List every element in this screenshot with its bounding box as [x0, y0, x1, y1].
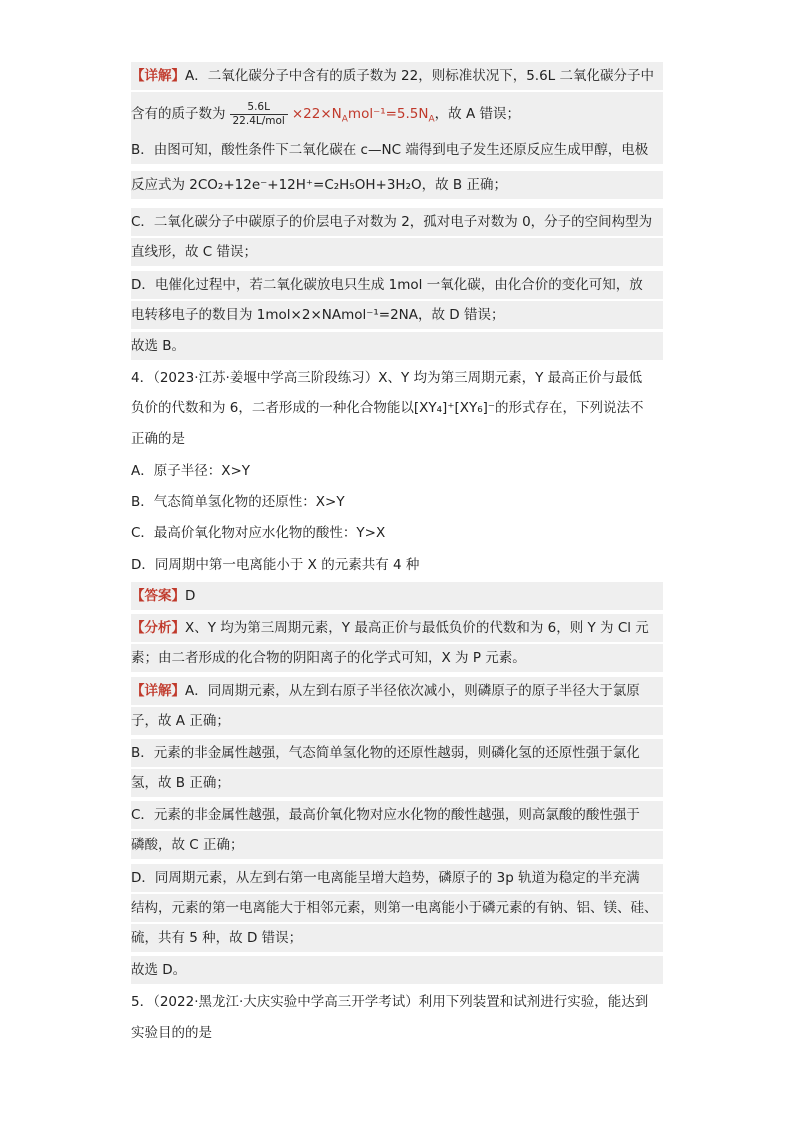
q3-c-line2: 直线形，故 C 错误； [131, 238, 663, 266]
q3-b-line2: 反应式为 2CO₂+12e⁻+12H⁺=C₂H₅OH+3H₂O，故 B 正确； [131, 171, 663, 199]
q4-option-c: C．最高价氧化物对应水化物的酸性：Y>X [131, 525, 386, 541]
q3-a-line2 [131, 92, 663, 136]
q4-option-a: A．原子半径：X>Y [131, 463, 251, 479]
q3-d-line1: D．电催化过程中，若二氧化碳放电只生成 1mol 一氧化碳，由化合价的变化可知，放 [131, 271, 663, 299]
q4-detail-a-line1 [131, 677, 663, 705]
q4-choose: 故选 D。 [131, 956, 663, 984]
q4-stem-line2: 负价的代数和为 6，二者形成的一种化合物能以[XY₄]⁺[XY₆]⁻的形式存在，下列说法不 [131, 400, 644, 416]
text: ，故 A 错误； [434, 106, 520, 122]
fraction-numerator: 5.6L [230, 101, 288, 115]
subscript: A [341, 114, 348, 125]
text: ×22×N [291, 106, 342, 122]
q4-detail-a-line2: 子，故 A 正确； [131, 707, 663, 735]
q4-detail-d-line3: 硫，共有 5 种，故 D 错误； [131, 924, 663, 952]
q4-analysis-line1 [131, 614, 663, 642]
text: 含有的质子数为 [131, 106, 226, 122]
q3-d-line2: 电转移电子的数目为 1mol×2×NAmol⁻¹=2NA，故 D 错误； [131, 301, 663, 329]
q4-detail-d-line1: D．同周期元素，从左到右第一电离能呈增大趋势，磷原子的 3p 轨道为稳定的半充满 [131, 864, 663, 892]
subscript: A [428, 114, 435, 125]
q5-stem-line2: 实验目的的是 [131, 1025, 212, 1041]
answer-tag: 【答案】 [131, 588, 185, 604]
q4-analysis-line2: 素；由二者形成的化合物的阴阳离子的化学式可知，X 为 P 元素。 [131, 644, 663, 672]
detail-tag: 【详解】 [131, 68, 185, 84]
q4-detail-b-line2: 氢，故 B 正确； [131, 769, 663, 797]
q4-detail-c-line2: 磷酸，故 C 正确； [131, 831, 663, 859]
fraction [230, 101, 288, 128]
detail-tag: 【详解】 [131, 683, 185, 699]
fraction-denominator: 22.4L/mol [232, 114, 285, 127]
q3-b-line1: B．由图可知，酸性条件下二氧化碳在 c—NC 端得到电子发生还原反应生成甲醇，电极 [131, 136, 663, 164]
q4-option-b: B．气态简单氢化物的还原性：X>Y [131, 494, 345, 510]
analysis-tag: 【分析】 [131, 620, 185, 636]
text: mol⁻¹=5.5N [347, 106, 429, 122]
q4-stem-line1: 4．（2023·江苏·姜堰中学高三阶段练习）X、Y 均为第三周期元素，Y 最高正价与最低 [131, 370, 643, 386]
q3-choose: 故选 B。 [131, 332, 663, 360]
answer-value: D [185, 588, 196, 604]
q3-a-line1 [131, 62, 663, 90]
q3-c-line1: C．二氧化碳分子中碳原子的价层电子对数为 2，孤对电子对数为 0，分子的空间构型为 [131, 208, 663, 236]
q5-stem-line1: 5．（2022·黑龙江·大庆实验中学高三开学考试）利用下列装置和试剂进行实验，能达到 [131, 994, 649, 1010]
text: X、Y 均为第三周期元素，Y 最高正价与最低负价的代数和为 6，则 Y 为 Cl 元 [185, 620, 649, 636]
q4-detail-d-line2: 结构，元素的第一电离能大于相邻元素，则第一电离能小于磷元素的有钠、铝、镁、硅、 [131, 894, 663, 922]
q4-detail-c-line1: C．元素的非金属性越强，最高价氧化物对应水化物的酸性越强，则高氯酸的酸性强于 [131, 801, 663, 829]
q4-detail-b-line1: B．元素的非金属性越强，气态简单氢化物的还原性越弱，则磷化氢的还原性强于氯化 [131, 739, 663, 767]
text: A．二氧化碳分子中含有的质子数为 22，则标准状况下，5.6L 二氧化碳分子中 [185, 68, 654, 84]
q4-answer [131, 582, 663, 610]
q4-stem-line3: 正确的是 [131, 431, 185, 447]
text: A．同周期元素，从左到右原子半径依次减小，则磷原子的原子半径大于氯原 [185, 683, 640, 699]
q4-option-d: D．同周期中第一电离能小于 X 的元素共有 4 种 [131, 557, 420, 573]
